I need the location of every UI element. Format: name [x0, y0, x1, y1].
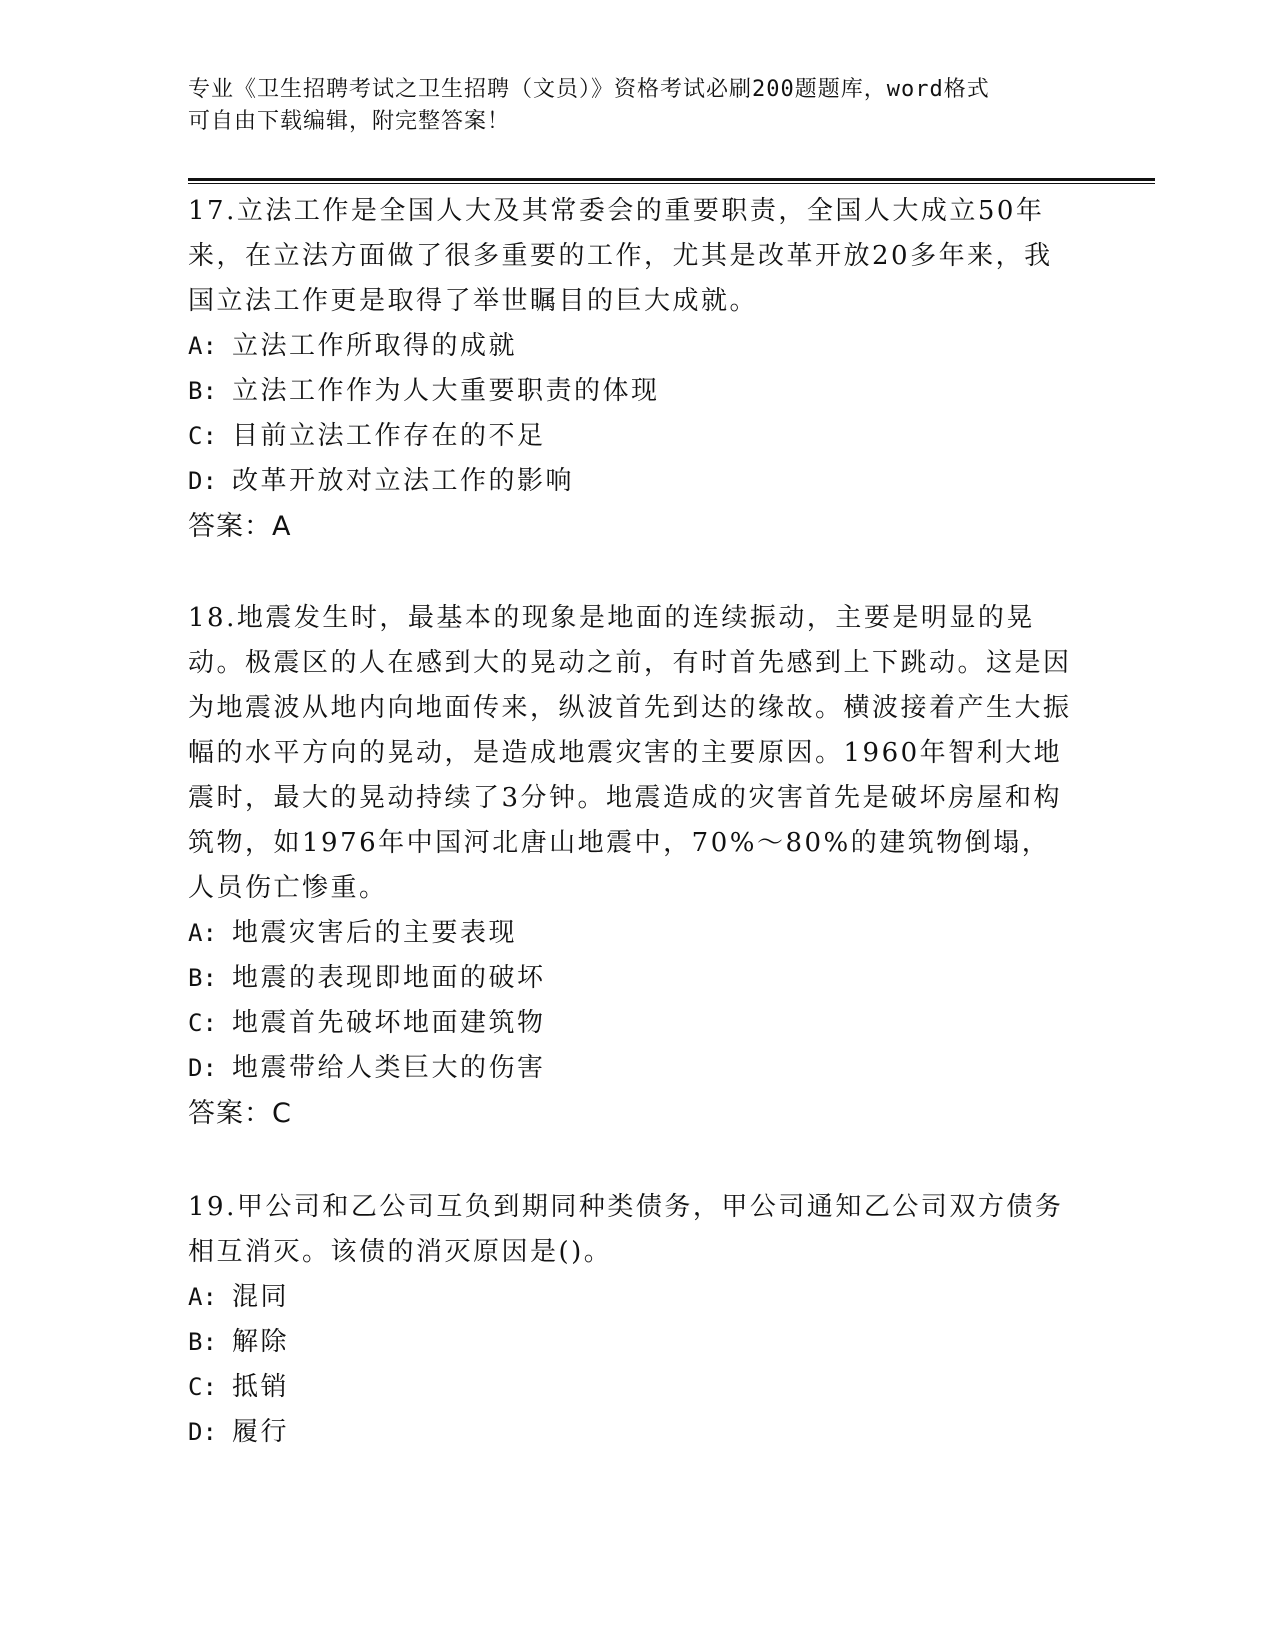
option-a	[188, 911, 1078, 956]
option-letter: A:	[188, 919, 217, 947]
header-line-1: 专业《卫生招聘考试之卫生招聘（文员）》资格考试必刷200题题库，word格式	[188, 77, 990, 102]
option-d	[188, 459, 1078, 504]
header-line-2: 可自由下载编辑，附完整答案！	[188, 109, 511, 134]
option-letter: C:	[188, 1009, 217, 1037]
option-c	[188, 1365, 1078, 1410]
question-text: 17.立法工作是全国人大及其常委会的重要职责，全国人大成立50年来，在立法方面做了很多重要的工作，尤其是改革开放20多年来，我国立法工作更是取得了举世瞩目的巨大成就。	[188, 196, 1053, 316]
option-text: 混同	[232, 1282, 290, 1312]
option-text: 地震灾害后的主要表现	[232, 918, 518, 948]
question-text: 18.地震发生时，最基本的现象是地面的连续振动，主要是明显的晃动。极震区的人在感到大的晃动之前，有时首先感到上下跳动。这是因为地震波从地内向地面传来，纵波首先到达的缘故。横波接着产生大振幅的水平方向的晃动，是造成地震灾害的主要原因。1960年智利大地震时，最大的晃动持续了3分钟。地震造成的灾害首先是破坏房屋和构筑物，如1976年中国河北唐山地震中，70%～80%的建筑物倒塌，人员伤亡惨重。	[188, 603, 1072, 903]
question-text: 19.甲公司和乙公司互负到期同种类债务，甲公司通知乙公司双方债务相互消灭。该债的消灭原因是()。	[188, 1192, 1064, 1267]
header-divider-thick	[188, 178, 1155, 181]
option-letter: D:	[188, 467, 217, 495]
option-letter: D:	[188, 1418, 217, 1446]
question-19	[188, 1185, 1078, 1455]
option-text: 解除	[232, 1327, 290, 1357]
question-17	[188, 189, 1078, 549]
option-text: 履行	[232, 1417, 290, 1447]
option-text: 立法工作所取得的成就	[232, 331, 518, 361]
option-d	[188, 1046, 1078, 1091]
option-text: 目前立法工作存在的不足	[232, 421, 546, 451]
option-d	[188, 1410, 1078, 1455]
option-b	[188, 1320, 1078, 1365]
option-a	[188, 1275, 1078, 1320]
option-letter: A:	[188, 332, 217, 360]
document-header	[188, 74, 1068, 138]
option-b	[188, 369, 1078, 414]
option-letter: A:	[188, 1283, 217, 1311]
option-text: 改革开放对立法工作的影响	[232, 466, 575, 496]
option-b	[188, 956, 1078, 1001]
option-text: 地震的表现即地面的破坏	[232, 963, 546, 993]
option-a	[188, 324, 1078, 369]
answer-label: 答案：C	[188, 1098, 292, 1129]
answer-label: 答案：A	[188, 511, 292, 542]
option-text: 地震首先破坏地面建筑物	[232, 1008, 546, 1038]
option-letter: C:	[188, 1373, 217, 1401]
option-letter: B:	[188, 964, 217, 992]
option-letter: B:	[188, 377, 217, 405]
option-text: 立法工作作为人大重要职责的体现	[232, 376, 660, 406]
option-text: 地震带给人类巨大的伤害	[232, 1053, 546, 1083]
option-c	[188, 414, 1078, 459]
option-text: 抵销	[232, 1372, 290, 1402]
option-c	[188, 1001, 1078, 1046]
question-18	[188, 596, 1078, 1136]
header-divider-thin	[188, 183, 1155, 184]
option-letter: C:	[188, 422, 217, 450]
option-letter: B:	[188, 1328, 217, 1356]
option-letter: D:	[188, 1054, 217, 1082]
